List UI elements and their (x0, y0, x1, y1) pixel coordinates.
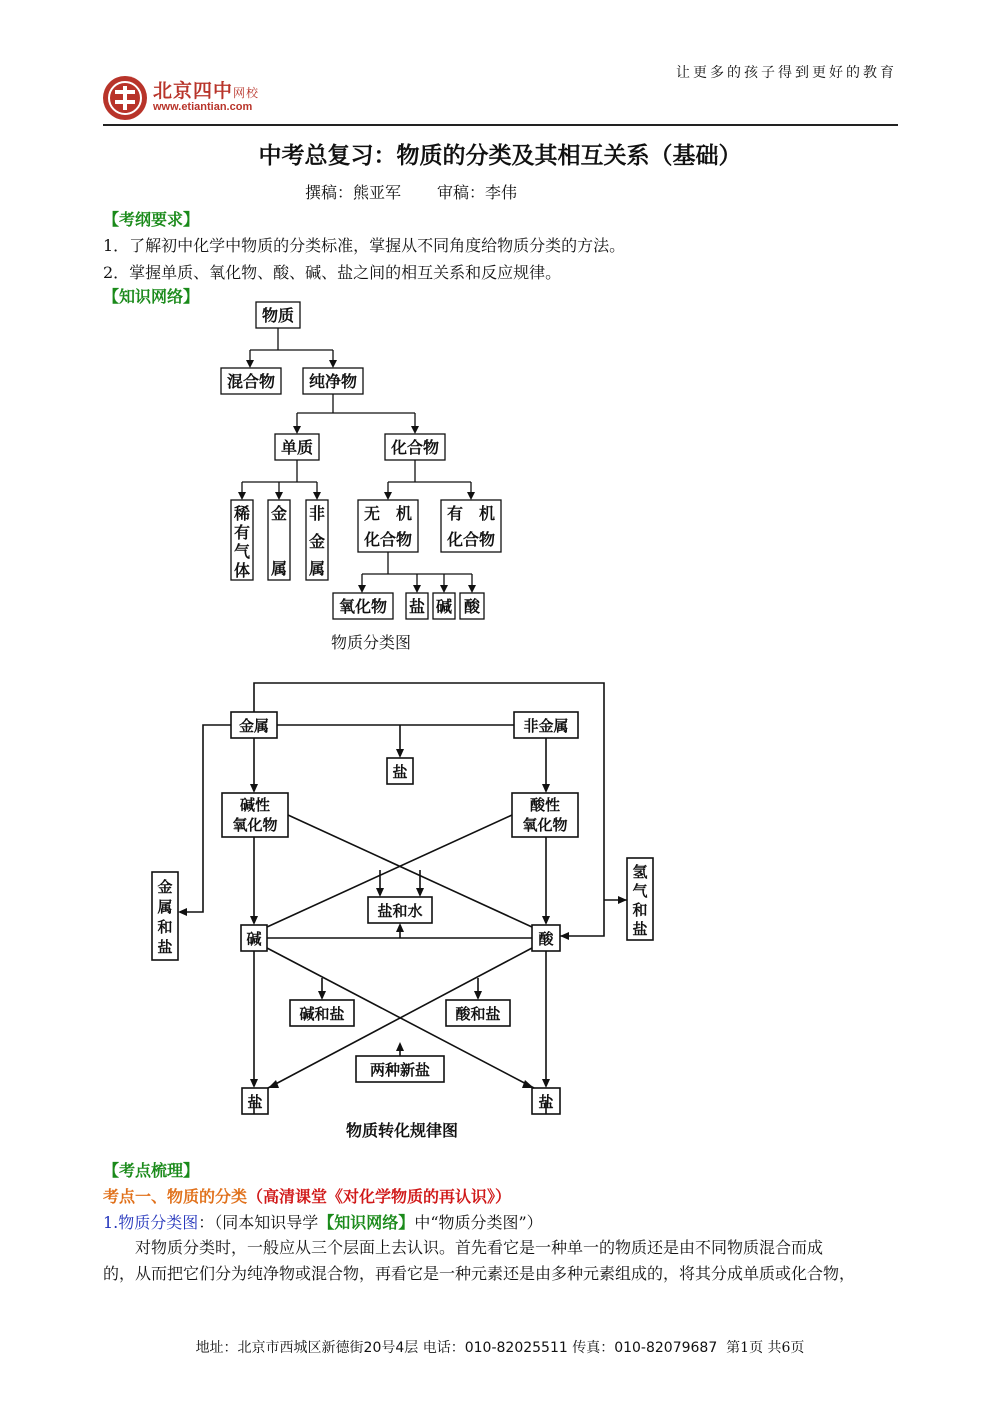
conv-acidic-oxide-2: 氧化物 (522, 816, 568, 834)
conv-two-salts: 两种新盐 (369, 1061, 431, 1079)
header-slogan: 让更多的孩子得到更好的教育 (676, 65, 897, 81)
conv-hydrogen-salt-1: 氢 (632, 863, 648, 881)
conv-salt-top: 盐 (392, 763, 408, 781)
outline-item-2: 2．掌握单质、氧化物、酸、碱、盐之间的相互关系和反应规律。 (103, 263, 562, 282)
logo-url: www.etiantian.com (153, 101, 253, 113)
label-nonmetal-2: 金 (308, 532, 326, 551)
label-metal-2: 属 (270, 559, 288, 578)
logo-net: 网校 (233, 86, 260, 100)
conv-salt-right: 盐 (538, 1093, 554, 1111)
conv-base-salt: 碱和盐 (299, 1005, 345, 1023)
label-noble-2: 有 (233, 523, 251, 542)
conv-acidic-oxide-1: 酸性 (529, 796, 561, 814)
conv-salt-left: 盐 (247, 1093, 263, 1111)
point1-prefix: 考点一、物质的分类 (103, 1187, 248, 1206)
footer (0, 1337, 1000, 1357)
point1-heading (103, 1184, 511, 1207)
footer-address: 地址：北京市西城区新德街20号4层 电话：010-82025511 传真：010-82079687 (195, 1340, 718, 1356)
conv-acid-salt: 酸和盐 (455, 1005, 501, 1023)
conv-metal: 金属 (238, 717, 270, 735)
label-noble-4: 体 (233, 561, 251, 580)
label-oxide: 氧化物 (338, 597, 388, 616)
label-organic-2: 化合物 (446, 530, 496, 549)
label-salt: 盐 (408, 597, 426, 616)
conv-basic-oxide-2: 氧化物 (232, 816, 278, 834)
sub1-line (103, 1210, 543, 1233)
sub1-label: 1.物质分类图 (103, 1213, 199, 1232)
conv-base: 碱 (246, 930, 262, 948)
label-organic-1: 有 机 (446, 504, 496, 523)
label-metal-1: 金 (270, 504, 288, 523)
author: 撰稿：熊亚军 (305, 183, 402, 202)
outline-item-1: 1．了解初中化学中物质的分类标准，掌握从不同角度给物质分类的方法。 (103, 236, 626, 255)
logo-name: 北京四中网校 (153, 80, 260, 102)
label-acid: 酸 (463, 597, 481, 616)
label-noble-1: 稀 (233, 504, 251, 523)
conv-salt-water: 盐和水 (377, 902, 423, 920)
conv-nonmetal: 非金属 (523, 717, 569, 735)
network-heading: 【知识网络】 (103, 287, 200, 306)
sub1-rest-b: 中“物质分类图”） (414, 1213, 543, 1232)
label-compound: 化合物 (390, 438, 440, 457)
classification-diagram (0, 0, 1000, 660)
paragraph-2: 的，从而把它们分为纯净物或混合物，再看它是一种元素还是由多种元素组成的，将其分成单质或化合物， (103, 1264, 856, 1283)
conv-metal-salt-3: 和 (157, 918, 173, 936)
label-base: 碱 (435, 597, 453, 616)
conv-metal-salt-2: 属 (157, 898, 173, 916)
conv-acid: 酸 (538, 930, 554, 948)
conv-hydrogen-salt-2: 气 (632, 882, 648, 900)
footer-page: 第1页 共6页 (726, 1340, 805, 1356)
label-inorganic-2: 化合物 (363, 530, 413, 549)
classification-caption: 物质分类图 (330, 633, 412, 652)
label-pure: 纯净物 (308, 372, 358, 391)
conv-hydrogen-salt-3: 和 (632, 901, 648, 919)
label-noble-3: 气 (233, 542, 251, 561)
label-inorganic-1: 无 机 (363, 504, 413, 523)
label-nonmetal-3: 属 (308, 559, 326, 578)
reviewer: 审稿：李伟 (437, 183, 518, 202)
sub1-rest-a: ：（同本知识导学 (198, 1213, 319, 1232)
point1-suffix: （高清课堂《对化学物质的再认识》） (247, 1187, 512, 1206)
conv-metal-salt-1: 金 (157, 878, 173, 896)
outline-heading: 【考纲要求】 (103, 210, 200, 229)
paragraph-1: 对物质分类时，一般应从三个层面上去认识。首先看它是一种单一的物质还是由不同物质混合而成 (135, 1238, 824, 1257)
conversion-caption: 物质转化规律图 (345, 1121, 459, 1140)
document-title: 中考总复习：物质的分类及其相互关系（基础） (258, 143, 742, 169)
conv-hydrogen-salt-4: 盐 (632, 920, 648, 938)
conv-basic-oxide-1: 碱性 (239, 796, 271, 814)
label-root: 物质 (261, 306, 295, 325)
label-mixture: 混合物 (226, 372, 276, 391)
conv-metal-salt-4: 盐 (157, 938, 173, 956)
sub1-bracket: 【知识网络】 (318, 1213, 415, 1232)
label-element: 单质 (280, 438, 314, 457)
label-nonmetal-1: 非 (308, 504, 326, 523)
conversion-diagram (0, 660, 1000, 1160)
points-heading: 【考点梳理】 (103, 1161, 200, 1180)
